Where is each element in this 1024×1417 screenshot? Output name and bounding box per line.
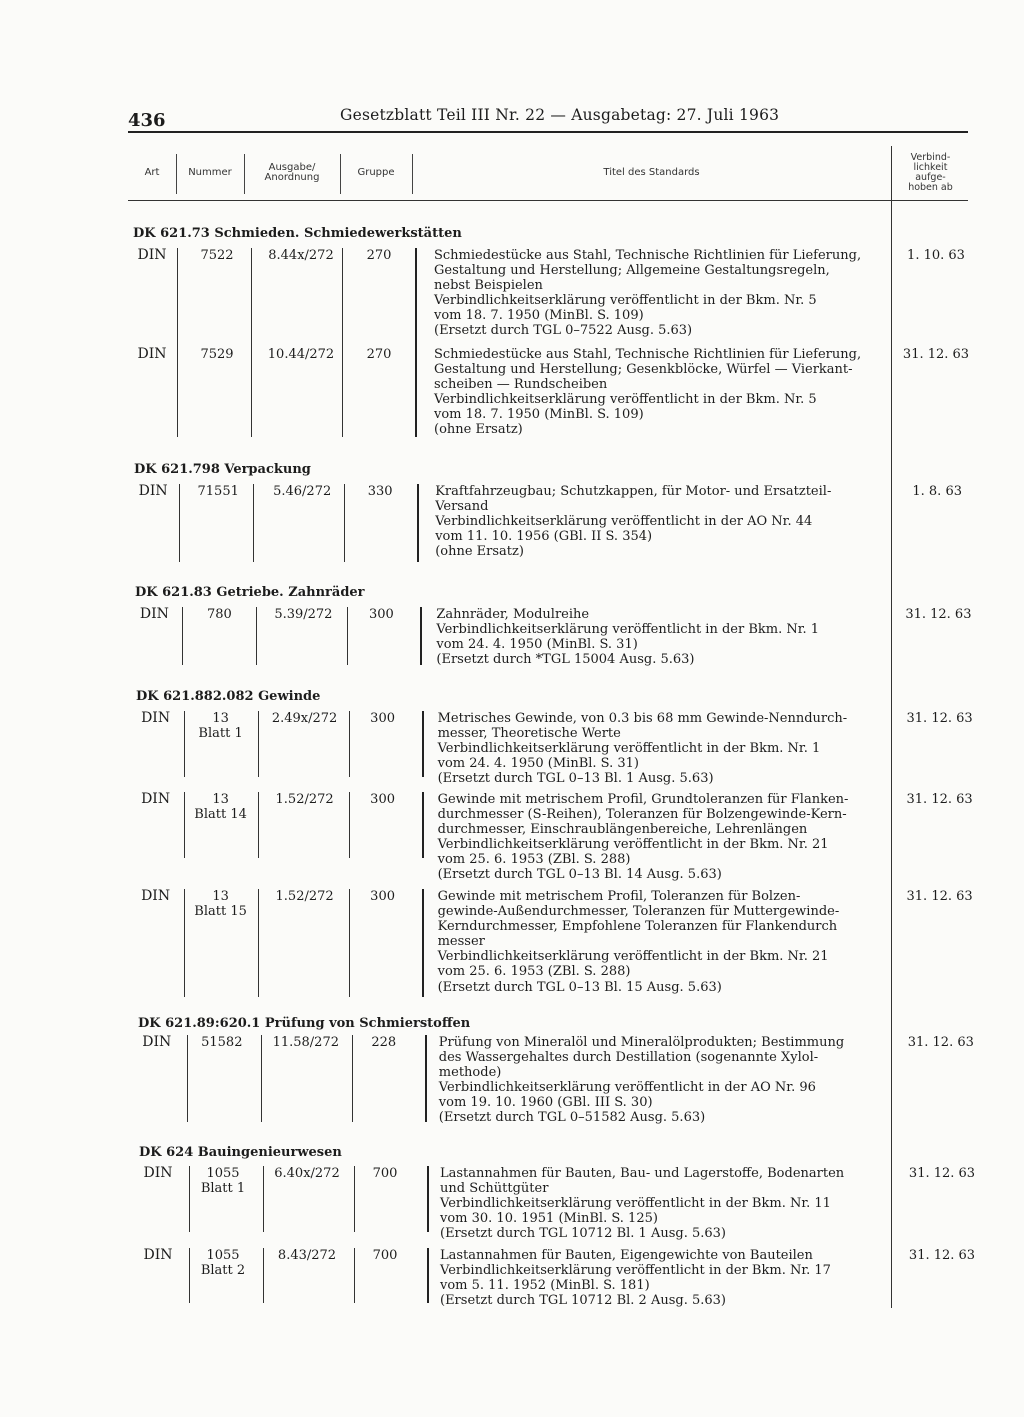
row-art: DIN (141, 710, 171, 726)
row-aufgehoben: 31. 12. 63 (906, 711, 973, 726)
section-title: DK 624 Bauingenieurwesen (139, 1145, 342, 1160)
column-rule-titel (420, 607, 422, 665)
row-art: DIN (137, 247, 167, 263)
row-ausgabe: 5.39/272 (274, 607, 333, 622)
row-gruppe: 300 (368, 607, 394, 622)
row-ausgabe: 6.40x/272 (274, 1166, 340, 1181)
row-aufgehoben: 31. 12. 63 (907, 1035, 974, 1050)
row-art: DIN (137, 346, 167, 362)
running-head: Gesetzblatt Teil III Nr. 22 — Ausgabetag: 27. Juli 1963 (340, 106, 780, 124)
column-rule-titel (427, 1166, 429, 1232)
row-aufgehoben: 1. 10. 63 (907, 248, 965, 263)
row-nummer: 13 Blatt 15 (194, 889, 247, 919)
column-rule (258, 711, 259, 777)
row-gruppe: 700 (372, 1166, 398, 1181)
column-rule (352, 1035, 353, 1122)
row-nummer: 51582 (201, 1035, 243, 1050)
row-nummer: 1055 Blatt 1 (200, 1166, 246, 1196)
row-titel: Gewinde mit metrischem Profil, Grundtoleranzen für Flanken- durchmesser (S-Reihen), Toleranzen für Bolzengewinde-Kern- durchmesser, Einschraublängenbereiche, Lehrenlängen Verbindlichkeitserklärung veröffentlicht in der Bkm. Nr. 21 vom 25. 6. 1953 (ZBl. S. 288) (Ersetzt durch TGL 0–13 Bl. 14 Ausg. 5.63) (437, 792, 849, 883)
row-gruppe: 300 (370, 711, 395, 726)
column-rule (179, 484, 180, 562)
column-header-gruppe: Gruppe (357, 166, 395, 178)
row-art: DIN (141, 791, 171, 807)
row-gruppe: 300 (370, 792, 395, 807)
row-titel: Gewinde mit metrischem Profil, Toleranzen für Bolzen- gewinde-Außendurchmesser, Toleranzen für Muttergewinde- Kerndurchmesser, Empfohlene Toleranzen für Flankendurch messer Verbindlichkeitserklärung veröffentlicht in der Bkm. Nr. 21 vom 25. 6. 1953 (ZBl. S. 288) (Ersetzt durch TGL 0–13 Bl. 15 Ausg. 5.63) (437, 889, 840, 995)
column-rule (344, 484, 345, 562)
column-rule-titel (422, 792, 424, 858)
column-header-ausgabe: Ausgabe/ Anordnung (264, 161, 320, 183)
column-rule-titel (422, 889, 424, 997)
row-ausgabe: 10.44/272 (267, 347, 335, 362)
column-rule-titel (427, 1248, 429, 1303)
column-header-verbindlich: Verbind- lichkeit aufge- hoben ab (908, 152, 953, 193)
column-rule (263, 1166, 264, 1232)
row-art: DIN (141, 888, 171, 904)
column-rule (177, 347, 178, 437)
row-ausgabe: 1.52/272 (275, 889, 334, 904)
row-titel: Lastannahmen für Bauten, Bau- und Lagerstoffe, Bodenarten und Schüttgüter Verbindlichkeitserklärung veröffentlicht in der Bkm. Nr. 11 vom 30. 10. 1951 (MinBl. S. 125) (Ersetzt durch TGL 10712 Bl. 1 Ausg. 5.63) (440, 1166, 845, 1242)
column-rule (258, 889, 259, 997)
column-rule (342, 347, 343, 437)
row-titel: Schmiedestücke aus Stahl, Technische Richtlinien für Lieferung, Gestaltung und Herstellung; Gesenkblöcke, Würfel — Vierkant- scheiben — Rundscheiben Verbindlichkeitserklärung veröffentlicht in der Bkm. Nr. 5 vom 18. 7. 1950 (MinBl. S. 109) (ohne Ersatz) (434, 347, 862, 438)
column-rule (347, 607, 348, 665)
row-titel: Lastannahmen für Bauten, Eigengewichte von Bauteilen Verbindlichkeitserklärung veröffentlicht in der Bkm. Nr. 17 vom 5. 11. 1952 (MinBl. S. 181) (Ersetzt durch TGL 10712 Bl. 2 Ausg. 5.63) (440, 1248, 831, 1309)
row-nummer: 1055 Blatt 2 (200, 1248, 246, 1278)
row-nummer: 13 Blatt 1 (198, 711, 243, 741)
column-rule (184, 792, 185, 858)
row-nummer: 780 (206, 607, 232, 622)
column-rule (354, 1166, 355, 1232)
column-rule (349, 889, 350, 997)
row-aufgehoben: 31. 12. 63 (908, 1248, 976, 1263)
column-rule (251, 347, 252, 437)
row-gruppe: 228 (371, 1035, 397, 1050)
column-rule-titel (422, 711, 424, 777)
column-rule (263, 1248, 264, 1303)
row-art: DIN (143, 1165, 173, 1181)
column-rule (184, 711, 185, 777)
row-aufgehoben: 1. 8. 63 (912, 484, 962, 499)
row-art: DIN (142, 1034, 172, 1050)
row-nummer: 7529 (200, 347, 234, 362)
column-rule (253, 484, 254, 562)
column-header-art: Art (144, 166, 160, 178)
row-aufgehoben: 31. 12. 63 (902, 347, 970, 362)
row-ausgabe: 8.44x/272 (268, 248, 334, 263)
column-rule-titel (415, 347, 417, 437)
row-gruppe: 330 (367, 484, 393, 499)
row-aufgehoben: 31. 12. 63 (905, 607, 972, 622)
column-rule (261, 1035, 262, 1122)
row-titel: Prüfung von Mineralöl und Mineralölprodukten; Bestimmung des Wassergehaltes durch Destillation (sogenannte Xylol- methode) Verbindlichkeitserklärung veröffentlicht in der AO Nr. 96 vom 19. 10. 1960 (GBl. III S. 30) (Ersetzt durch TGL 0–51582 Ausg. 5.63) (438, 1035, 845, 1126)
row-gruppe: 270 (366, 248, 392, 263)
row-ausgabe: 1.52/272 (275, 792, 334, 807)
row-gruppe: 270 (366, 347, 392, 362)
column-rule (184, 889, 185, 997)
row-nummer: 13 Blatt 14 (194, 792, 247, 822)
page-number: 436 (128, 110, 166, 131)
column-rule-titel (417, 484, 419, 562)
row-ausgabe: 5.46/272 (273, 484, 332, 499)
row-ausgabe: 8.43/272 (277, 1248, 337, 1263)
row-art: DIN (143, 1247, 173, 1263)
column-rule (256, 607, 257, 665)
row-titel: Metrisches Gewinde, von 0.3 bis 68 mm Gewinde-Nenndurch- messer, Theoretische Werte Verbindlichkeitserklärung veröffentlicht in der Bkm. Nr. 1 vom 24. 4. 1950 (MinBl. S. 31) (Ersetzt durch TGL 0–13 Bl. 1 Ausg. 5.63) (437, 711, 848, 787)
column-rule (187, 1035, 188, 1122)
section-title: DK 621.83 Getriebe. Zahnräder (135, 585, 365, 600)
row-ausgabe: 2.49x/272 (271, 711, 338, 726)
column-header-titel: Titel des Standards (603, 166, 700, 178)
column-rule-titel (425, 1035, 427, 1122)
row-aufgehoben: 31. 12. 63 (906, 889, 973, 904)
row-gruppe: 300 (370, 889, 395, 904)
row-art: DIN (139, 606, 169, 622)
row-aufgehoben: 31. 12. 63 (906, 792, 973, 807)
column-rule (258, 792, 259, 858)
column-rule (354, 1248, 355, 1303)
row-nummer: 7522 (200, 248, 234, 263)
section-title: DK 621.89:620.1 Prüfung von Schmierstoffen (138, 1016, 471, 1031)
section-title: DK 621.882.082 Gewinde (136, 689, 321, 704)
row-nummer: 71551 (197, 484, 239, 499)
row-titel: Zahnräder, Modulreihe Verbindlichkeitserklärung veröffentlicht in der Bkm. Nr. 1 vom 24. 4. 1950 (MinBl. S. 31) (Ersetzt durch *TGL 15004 Ausg. 5.63) (436, 607, 820, 668)
column-rule (349, 711, 350, 777)
row-ausgabe: 11.58/272 (272, 1035, 339, 1050)
column-rule (189, 1166, 190, 1232)
row-aufgehoben: 31. 12. 63 (908, 1166, 976, 1181)
table-header (128, 146, 968, 201)
section-title: DK 621.73 Schmieden. Schmiedewerkstätten (133, 226, 462, 241)
column-rule (182, 607, 183, 665)
row-gruppe: 700 (372, 1248, 398, 1263)
column-header-nummer: Nummer (188, 166, 232, 178)
column-rule (349, 792, 350, 858)
top-rule (128, 131, 968, 133)
column-rule (189, 1248, 190, 1303)
section-title: DK 621.798 Verpackung (134, 462, 311, 477)
row-titel: Kraftfahrzeugbau; Schutzkappen, für Motor- und Ersatzteil- Versand Verbindlichkeitserklärung veröffentlicht in der AO Nr. 44 vom 11. 10. 1956 (GBl. II S. 354) (ohne Ersatz) (435, 484, 832, 560)
row-art: DIN (138, 483, 168, 499)
row-titel: Schmiedestücke aus Stahl, Technische Richtlinien für Lieferung, Gestaltung und Herstellung; Allgemeine Gestaltungsregeln, nebst Beispielen Verbindlichkeitserklärung veröffentlicht in der Bkm. Nr. 5 vom 18. 7. 1950 (MinBl. S. 109) (Ersetzt durch TGL 0–7522 Ausg. 5.63) (434, 248, 862, 339)
